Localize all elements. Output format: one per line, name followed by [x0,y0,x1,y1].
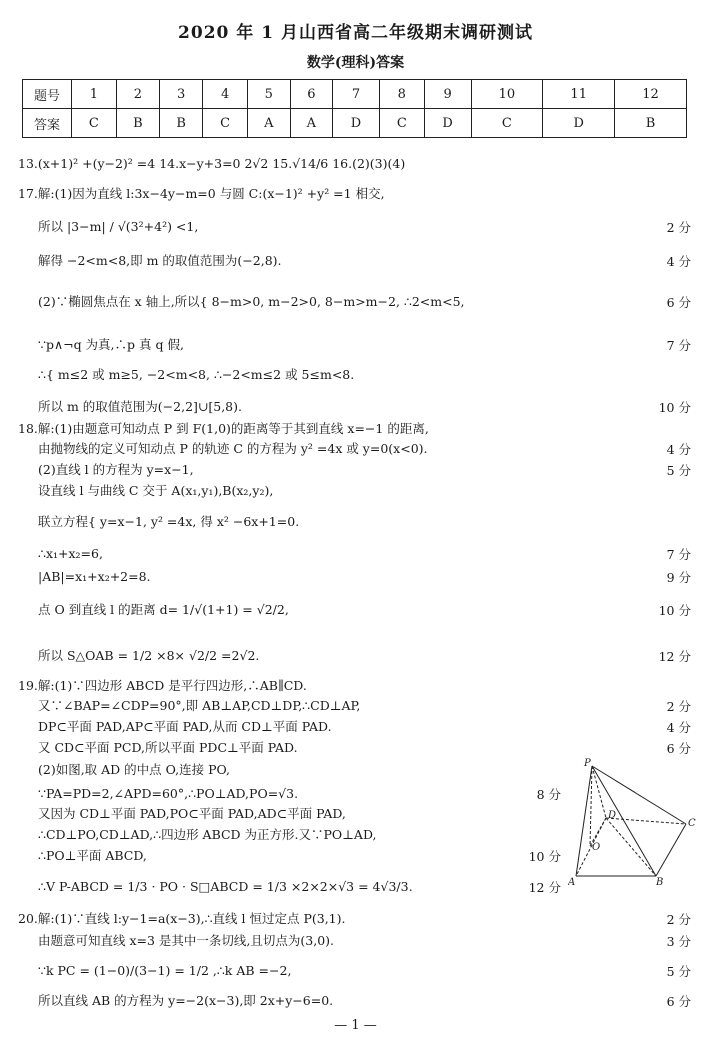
solution-line: 由抛物线的定义可知动点 P 的轨迹 C 的方程为 y² =4x 或 y=0(x<0). [38,441,428,456]
page-subtitle: 数学(理科)答案 [306,55,405,71]
score-mark: 6 分 [666,994,691,1009]
solution-line: ∴PO⊥平面 ABCD, [38,848,147,863]
table-row [23,109,687,138]
question-number-cell: 10 [471,80,543,109]
solution-line: (2)直线 l 的方程为 y=x−1, [38,462,194,477]
question-number-cell: 2 [116,80,159,109]
score-mark: 5 分 [666,463,691,478]
label-a: A [568,877,576,888]
answer-cell: B [615,109,687,138]
question-number-cell: 5 [248,80,291,109]
question-number-cell: 11 [543,80,615,109]
solution-line: |AB|=x₁+x₂+2=8. [38,569,151,584]
score-mark: 7 分 [666,547,691,562]
solution-line: 又 CD⊂平面 PCD,所以平面 PDC⊥平面 PAD. [38,740,298,755]
score-mark: 5 分 [666,964,691,979]
score-mark: 4 分 [666,442,691,457]
solution-line: ∵k PC = (1−0)/(3−1) = 1/2 ,∴k AB =−2, [38,963,292,978]
table-header-cell: 题号 [23,80,72,109]
score-mark: 2 分 [666,220,691,235]
question-number-cell: 4 [203,80,248,109]
solution-line: 联立方程{ y=x−1, y² =4x, 得 x² −6x+1=0. [38,514,300,529]
pyramid-figure [568,758,700,888]
solution-line: 点 O 到直线 l 的距离 d= 1/√(1+1) = √2/2, [38,602,289,617]
answer-cell: A [290,109,333,138]
score-mark: 4 分 [666,720,691,735]
question-number-cell: 8 [379,80,424,109]
score-mark: 4 分 [666,254,691,269]
score-mark: 9 分 [666,570,691,585]
answer-cell: C [203,109,248,138]
label-b: B [656,877,664,888]
solution-line: ∵p∧¬q 为真,∴p 真 q 假, [38,337,184,352]
score-mark: 10 分 [658,603,691,618]
answer-cell: A [248,109,291,138]
question-number-cell: 7 [333,80,380,109]
answer-cell: B [160,109,203,138]
score-mark: 12 分 [658,649,691,664]
score-mark: 10 分 [528,849,561,864]
score-mark: 3 分 [666,934,691,949]
solution-line: DP⊂平面 PAD,AP⊂平面 PAD,从而 CD⊥平面 PAD. [38,719,332,734]
solution-line: (2)∵椭圆焦点在 x 轴上,所以{ 8−m>0, m−2>0, 8−m>m−2, ∴2<m<5, [38,294,465,309]
question-number-cell: 6 [290,80,333,109]
solution-line: 又因为 CD⊥平面 PAD,PO⊂平面 PAD,AD⊂平面 PAD, [38,806,346,821]
solution-line: ∴CD⊥PO,CD⊥AD,∴四边形 ABCD 为正方形.又∵PO⊥AD, [38,827,377,842]
solution-line: 设直线 l 与曲线 C 交于 A(x₁,y₁),B(x₂,y₂), [38,483,274,498]
score-mark: 12 分 [528,880,561,895]
answer-cell: C [471,109,543,138]
page-title: 2020 年 1 月山西省高二年级期末调研测试 [178,23,533,43]
solution-line: ∴V P-ABCD = 1/3 · PO · S□ABCD = 1/3 ×2×2×√3 = 4√3/3. [38,879,413,894]
table-header-cell: 答案 [23,109,72,138]
question-number-cell: 12 [615,80,687,109]
solution-line: 18.解:(1)由题意可知动点 P 到 F(1,0)的距离等于其到直线 x=−1 的距离, [18,421,429,436]
answer-cell: B [116,109,159,138]
answer-line-13: 13.(x+1)² +(y−2)² =4 14.x−y+3=0 2√2 15.√14/6 16.(2)(3)(4) [18,156,406,171]
label-d: D [608,810,617,821]
solution-line: 17.解:(1)因为直线 l:3x−4y−m=0 与圆 C:(x−1)² +y² =1 相交, [18,186,385,201]
solution-line: (2)如图,取 AD 的中点 O,连接 PO, [38,762,231,777]
solution-line: 所以 S△OAB = 1/2 ×8× √2/2 =2√2. [38,648,260,663]
score-mark: 7 分 [666,338,691,353]
question-number-cell: 3 [160,80,203,109]
score-mark: 2 分 [666,699,691,714]
score-mark: 8 分 [536,787,561,802]
page-number: — 1 — [334,1018,377,1033]
score-mark: 6 分 [666,295,691,310]
solution-line: 19.解:(1)∵四边形 ABCD 是平行四边形,∴AB∥CD. [18,678,307,693]
solution-line: 所以直线 AB 的方程为 y=−2(x−3),即 2x+y−6=0. [38,993,334,1008]
solution-line: ∴{ m≤2 或 m≥5, −2<m<8, ∴−2<m≤2 或 5≤m<8. [38,367,355,382]
solution-line: 所以 m 的取值范围为(−2,2]∪[5,8). [38,399,242,414]
question-number-cell: 1 [72,80,117,109]
label-o: O [592,842,601,853]
score-mark: 6 分 [666,741,691,756]
answer-cell: C [379,109,424,138]
score-mark: 10 分 [658,400,691,415]
label-c: C [688,818,696,829]
solution-line: 又∵∠BAP=∠CDP=90°,即 AB⊥AP,CD⊥DP,∴CD⊥AP, [38,698,361,713]
answer-cell: D [333,109,380,138]
solution-line: ∴x₁+x₂=6, [38,546,103,561]
answer-cell: D [543,109,615,138]
solution-line: 由题意可知直线 x=3 是其中一条切线,且切点为(3,0). [38,933,335,948]
answer-table [22,79,687,138]
score-mark: 2 分 [666,912,691,927]
solution-line: ∵PA=PD=2,∠APD=60°,∴PO⊥AD,PO=√3. [38,786,299,801]
solution-line: 20.解:(1)∵直线 l:y−1=a(x−3),∴直线 l 恒过定点 P(3,1). [18,911,346,926]
answer-cell: D [424,109,471,138]
solution-line: 解得 −2<m<8,即 m 的取值范围为(−2,8). [38,253,282,268]
answer-cell: C [72,109,117,138]
table-row [23,80,687,109]
solution-line: 所以 |3−m| / √(3²+4²) <1, [38,219,199,234]
question-number-cell: 9 [424,80,471,109]
label-p: P [584,758,591,769]
